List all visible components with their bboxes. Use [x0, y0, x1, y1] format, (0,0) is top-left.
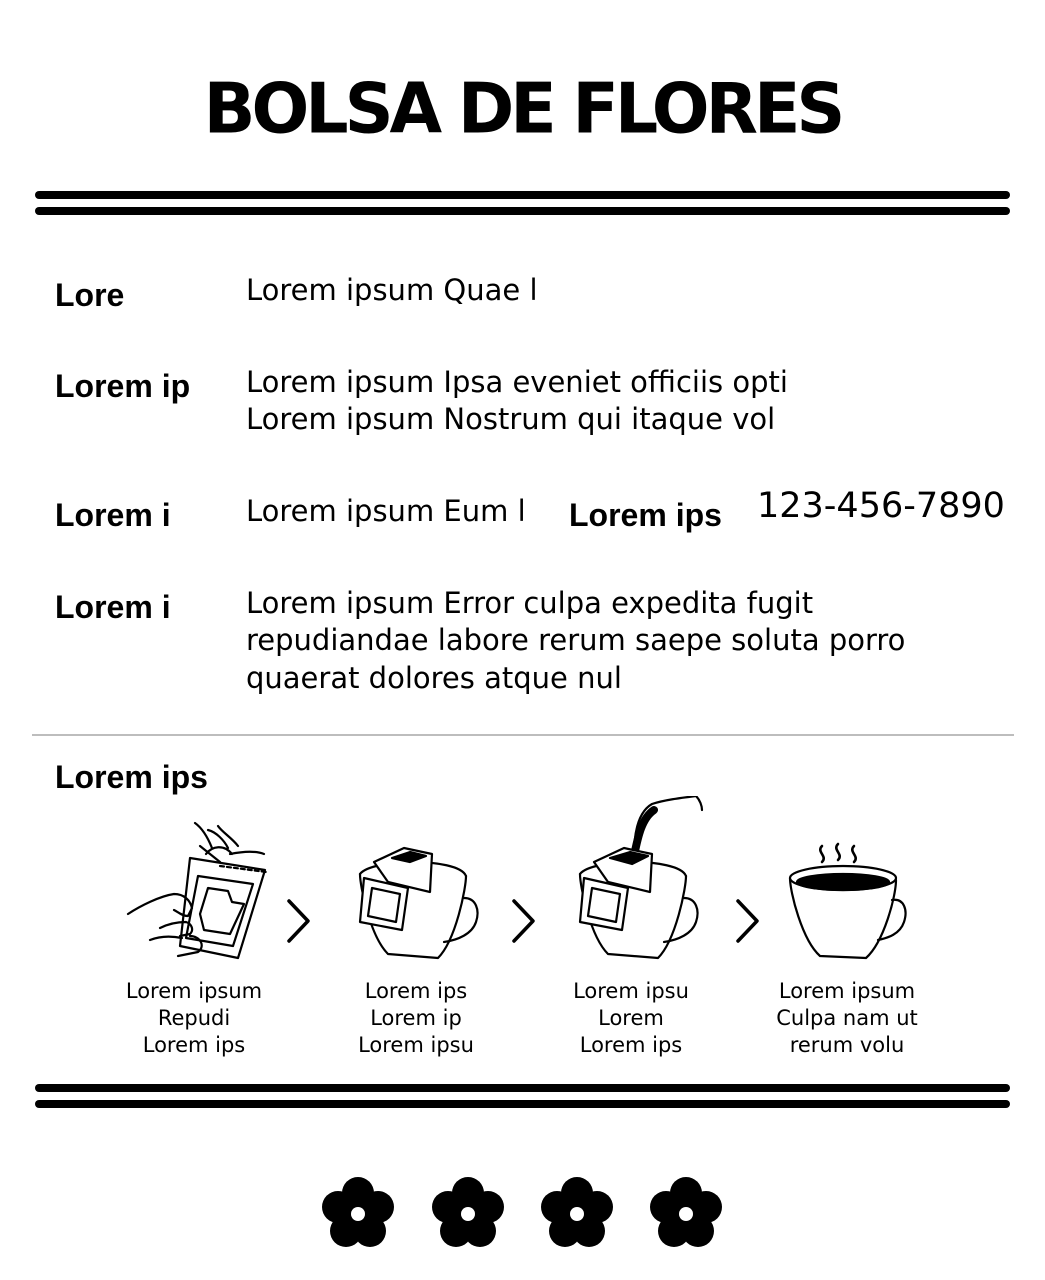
- phone-number: 123-456-7890: [757, 486, 1005, 526]
- step-4-caption-line-1: Lorem ipsum: [778, 979, 916, 1003]
- info-value-4-line-1: Lorem ipsum Error culpa expedita fugit: [246, 586, 814, 620]
- steps-title: Lorem ips: [55, 759, 208, 795]
- info-value-4-line-3: quaerat dolores atque nul: [246, 661, 622, 695]
- step-caption-4: [737, 978, 957, 1059]
- page-title: BOLSA DE FLORES: [203, 69, 842, 150]
- flower-icon: [650, 1177, 722, 1247]
- info-value-3-line-1: Lorem ipsum Eum l: [246, 494, 526, 528]
- info-label-4: Lorem i: [55, 589, 171, 625]
- flower-icon: [432, 1177, 504, 1247]
- divider-top-2: [35, 207, 1010, 215]
- chevron-right-icon: [285, 898, 313, 944]
- step-2-caption-line-1: Lorem ips: [364, 979, 468, 1003]
- chevron-right-icon: [734, 898, 762, 944]
- step-caption-1: [84, 978, 304, 1059]
- step-3-caption-line-1: Lorem ipsu: [573, 979, 689, 1003]
- step-caption-3: [521, 978, 741, 1059]
- step-3-caption-line-3: Lorem ips: [579, 1033, 683, 1057]
- step-1-caption-line-1: Lorem ipsum: [125, 979, 263, 1003]
- step-2-caption-line-3: Lorem ipsu: [358, 1033, 474, 1057]
- section-divider: [32, 734, 1014, 736]
- hot-coffee-cup-icon: [784, 838, 1004, 978]
- step-1-caption-line-3: Lorem ips: [142, 1033, 246, 1057]
- info-label-3: Lorem i: [55, 497, 171, 533]
- drip-bag-on-cup-icon: [352, 818, 572, 958]
- info-label-1: Lore: [55, 277, 125, 313]
- divider-bottom-1: [35, 1084, 1010, 1092]
- step-4-caption-line-3: rerum volu: [789, 1033, 905, 1057]
- step-4-caption-line-2: Culpa nam ut: [776, 1006, 918, 1030]
- step-1-caption-line-2: Repudi: [157, 1006, 231, 1030]
- info-value-2-line-2: Lorem ipsum Nostrum qui itaque vol: [246, 402, 776, 436]
- chevron-right-icon: [510, 898, 538, 944]
- info-value-4-line-2: repudiandae labore rerum saepe soluta porro: [246, 623, 906, 657]
- step-caption-2: [306, 978, 526, 1059]
- phone-label: Lorem ips: [569, 497, 722, 533]
- divider-bottom-2: [35, 1100, 1010, 1108]
- footer-flowers: [318, 1172, 728, 1256]
- info-value-2-line-1: Lorem ipsum Ipsa eveniet officiis opti: [246, 365, 788, 399]
- info-label-2: Lorem ip: [55, 368, 191, 404]
- step-2-caption-line-2: Lorem ip: [370, 1006, 462, 1030]
- flower-icon: [322, 1177, 394, 1247]
- info-value-1-line-1: Lorem ipsum Quae l: [246, 273, 538, 307]
- divider-top-1: [35, 191, 1010, 199]
- step-3-caption-line-2: Lorem: [598, 1006, 664, 1030]
- flower-icon: [541, 1177, 613, 1247]
